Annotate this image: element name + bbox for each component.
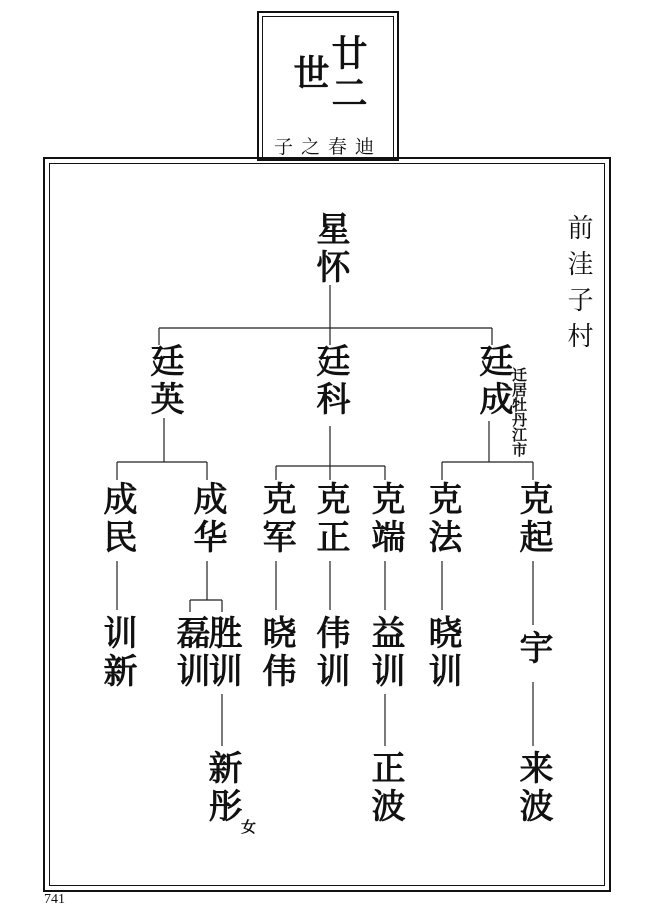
migration-note: 迁居牡丹江市 — [510, 367, 528, 457]
village-label: 前洼子村 — [563, 214, 593, 358]
descendant-laibo: 来波 — [513, 750, 553, 826]
descendant-shengxun: 胜训 — [202, 615, 242, 691]
grandson-kezheng: 克正 — [310, 481, 350, 557]
son-tingcheng: 廷成 — [473, 343, 513, 419]
descendant-yixun: 益训 — [365, 615, 405, 691]
descendant-xiaowei: 晓伟 — [256, 615, 296, 691]
descendant-xintong: 新彤 — [202, 750, 242, 826]
generation-subtitle: 子之春迪 — [273, 136, 382, 158]
grandson-keqi: 克起 — [513, 481, 553, 557]
descendant-zhengbo: 正波 — [365, 750, 405, 826]
root-ancestor: 星怀 — [310, 211, 350, 287]
descendant-xiaoxun: 晓训 — [422, 615, 462, 691]
descendant-leixun: 磊训 — [170, 615, 210, 691]
descendant-weixun: 伟训 — [310, 615, 350, 691]
son-tingying: 廷英 — [144, 343, 184, 419]
grandson-kejun: 克军 — [256, 481, 296, 557]
grandson-chenghua: 成华 — [187, 481, 227, 557]
grandson-kefa: 克法 — [422, 481, 462, 557]
grandson-chengmin: 成民 — [97, 481, 137, 557]
generation-title-text: 廿二世 — [288, 34, 368, 114]
son-tingke: 廷科 — [310, 343, 350, 419]
grandson-keduan: 克端 — [365, 481, 405, 557]
descendant-yu: 宇 — [513, 630, 553, 668]
descendant-xunxin: 训新 — [97, 615, 137, 691]
female-note: 女 — [241, 818, 257, 836]
page-number: 741 — [44, 892, 65, 907]
